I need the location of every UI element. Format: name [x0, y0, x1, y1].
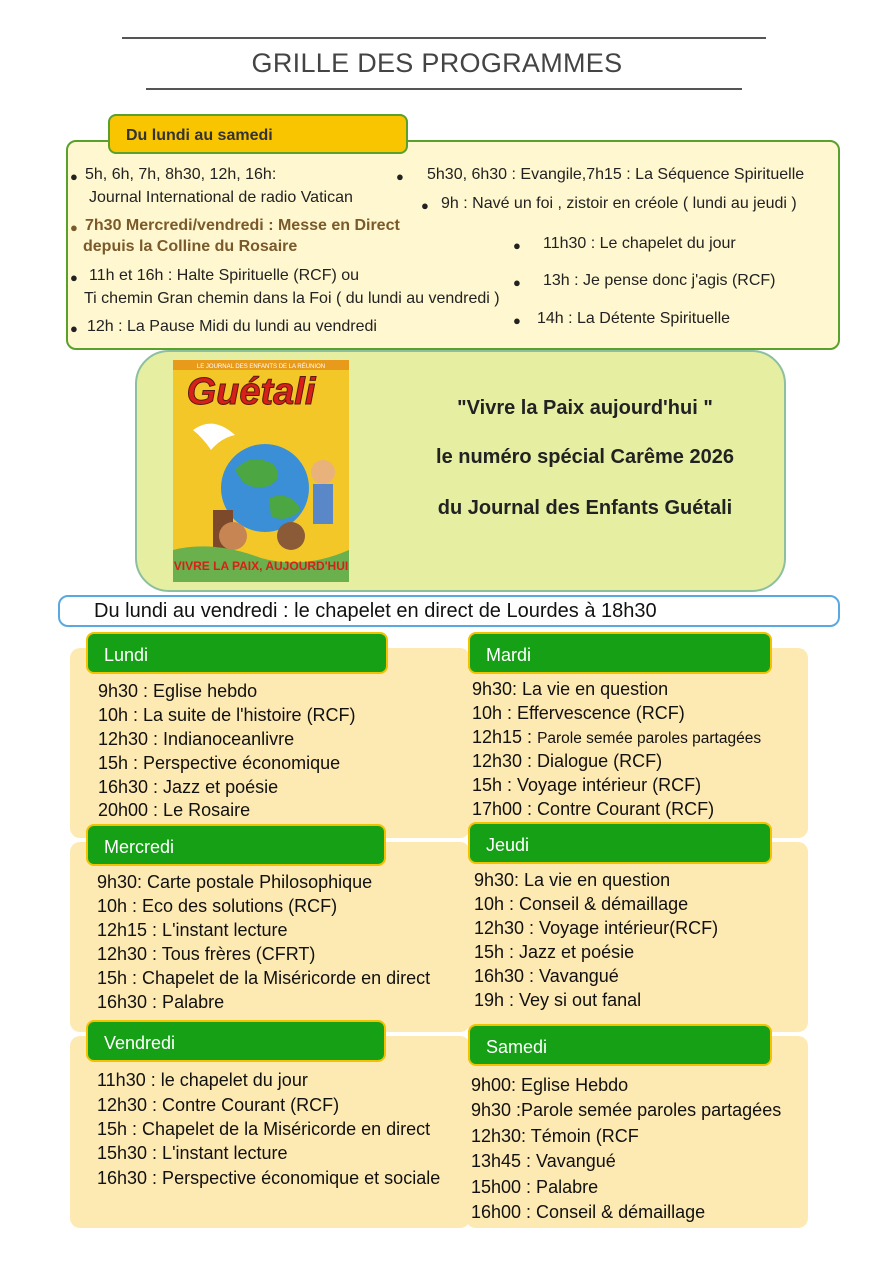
program-item: 9h30 :Parole semée paroles partagées — [471, 1100, 782, 1120]
program-item: 15h : Voyage intérieur (RCF) — [472, 775, 702, 795]
weekly-item: 9h : Navé un foi , zistoir en créole ( lundi au jeudi ) — [441, 195, 797, 212]
program-item: 13h45 : Vavangué — [471, 1151, 616, 1171]
bullet: ● — [70, 321, 78, 336]
program-item: 16h30 : Perspective économique et sociale — [97, 1168, 441, 1188]
program-item: 9h30: La vie en question — [472, 679, 669, 699]
program-item: 19h : Vey si out fanal — [474, 990, 642, 1010]
day-tab-mardi: Mardi — [468, 632, 772, 674]
top-rule — [122, 37, 766, 39]
program-item: 12h30 : Dialogue (RCF) — [472, 751, 663, 771]
page-title: GRILLE DES PROGRAMMES — [251, 48, 623, 78]
weekly-item: 13h : Je pense donc j'agis (RCF) — [543, 272, 776, 289]
program-item: 12h30 : Tous frères (CFRT) — [97, 944, 316, 964]
program-item: 10h : Effervescence (RCF) — [472, 703, 685, 723]
day-tab-lundi: Lundi — [86, 632, 388, 674]
weekly-item: 7h30 Mercredi/vendredi : Messe en Direct — [85, 217, 400, 234]
program-item: 15h : Chapelet de la Miséricorde en direct — [97, 968, 431, 988]
program-item: 12h15 : L'instant lecture — [97, 920, 288, 940]
weekly-item-cont: depuis la Colline du Rosaire — [83, 238, 298, 255]
title-underline — [146, 88, 742, 90]
program-item: 12h30 : Voyage intérieur(RCF) — [474, 918, 719, 938]
weekly-item: 14h : La Détente Spirituelle — [537, 310, 731, 327]
promo-line-2: le numéro spécial Carême 2026 — [436, 446, 734, 468]
program-item: 15h : Chapelet de la Miséricorde en direct — [97, 1119, 431, 1139]
bullet: ● — [513, 275, 521, 290]
program-item: 10h : Conseil & démaillage — [474, 894, 689, 914]
chapelet-banner: Du lundi au vendredi : le chapelet en direct de Lourdes à 18h30 — [58, 595, 840, 627]
weekly-item: 11h et 16h : Halte Spirituelle (RCF) ou — [89, 267, 360, 284]
weekly-item: 11h30 : Le chapelet du jour — [543, 235, 736, 252]
program-item: 15h30 : L'instant lecture — [97, 1143, 288, 1163]
program-item: 12h30 : Contre Courant (RCF) — [97, 1095, 340, 1115]
program-item: 15h : Perspective économique — [98, 753, 341, 773]
bullet: ● — [396, 169, 404, 184]
magazine-cover-image — [173, 360, 349, 582]
program-item: 17h00 : Contre Courant (RCF) — [472, 799, 715, 819]
program-item: 9h30 : Eglise hebdo — [98, 681, 258, 701]
program-item: 12h30: Témoin (RCF — [471, 1126, 639, 1146]
bullet: ● — [421, 198, 429, 213]
program-item: 16h30 : Jazz et poésie — [98, 777, 279, 797]
day-tab-vendredi: Vendredi — [86, 1020, 386, 1062]
weekly-item-cont: Journal International de radio Vatican — [89, 189, 353, 206]
weekly-tab: Du lundi au samedi — [108, 114, 408, 154]
program-item — [472, 725, 761, 751]
weekly-item: 5h30, 6h30 : Evangile,7h15 : La Séquence Spirituelle — [427, 166, 805, 183]
program-item: 15h : Jazz et poésie — [474, 942, 635, 962]
weekly-item-cont: Ti chemin Gran chemin dans la Foi ( du lundi au vendredi ) — [84, 290, 500, 307]
program-item: 16h00 : Conseil & démaillage — [471, 1202, 706, 1222]
promo-line-1: "Vivre la Paix aujourd'hui " — [457, 397, 713, 419]
day-tab-samedi: Samedi — [468, 1024, 772, 1066]
weekly-item: 12h : La Pause Midi du lundi au vendredi — [87, 318, 377, 335]
program-title: Parole semée paroles partagées — [537, 730, 762, 747]
promo-line-3: du Journal des Enfants Guétali — [437, 497, 733, 519]
bullet: ● — [70, 270, 78, 285]
cover-bottom-text: VIVRE LA PAIX, AUJOURD'HUI — [173, 559, 349, 573]
bullet: ● — [70, 169, 78, 184]
bullet: ● — [513, 238, 521, 253]
program-item: 10h : La suite de l'histoire (RCF) — [98, 705, 356, 725]
program-item: 12h30 : Indianoceanlivre — [98, 729, 295, 749]
program-item: 16h30 : Vavangué — [474, 966, 619, 986]
weekly-item: 5h, 6h, 7h, 8h30, 12h, 16h: — [85, 166, 277, 183]
program-item: 10h : Eco des solutions (RCF) — [97, 896, 338, 916]
program-item: 9h30: Carte postale Philosophique — [97, 872, 373, 892]
program-item: 9h00: Eglise Hebdo — [471, 1075, 629, 1095]
bullet: ● — [513, 313, 521, 328]
magazine-cover-illustration — [173, 360, 349, 582]
program-item: 15h00 : Palabre — [471, 1177, 599, 1197]
program-time: 12h15 : — [472, 727, 538, 747]
program-item: 16h30 : Palabre — [97, 992, 225, 1012]
program-item: 11h30 : le chapelet du jour — [97, 1070, 308, 1090]
program-item: 9h30: La vie en question — [474, 870, 671, 890]
cover-top-text: LE JOURNAL DES ENFANTS DE LA RÉUNION — [196, 364, 326, 370]
day-tab-jeudi: Jeudi — [468, 822, 772, 864]
program-item: 20h00 : Le Rosaire — [98, 800, 251, 820]
cover-logo: Guétali — [186, 371, 316, 413]
day-tab-mercredi: Mercredi — [86, 824, 386, 866]
bullet: ● — [70, 220, 78, 235]
